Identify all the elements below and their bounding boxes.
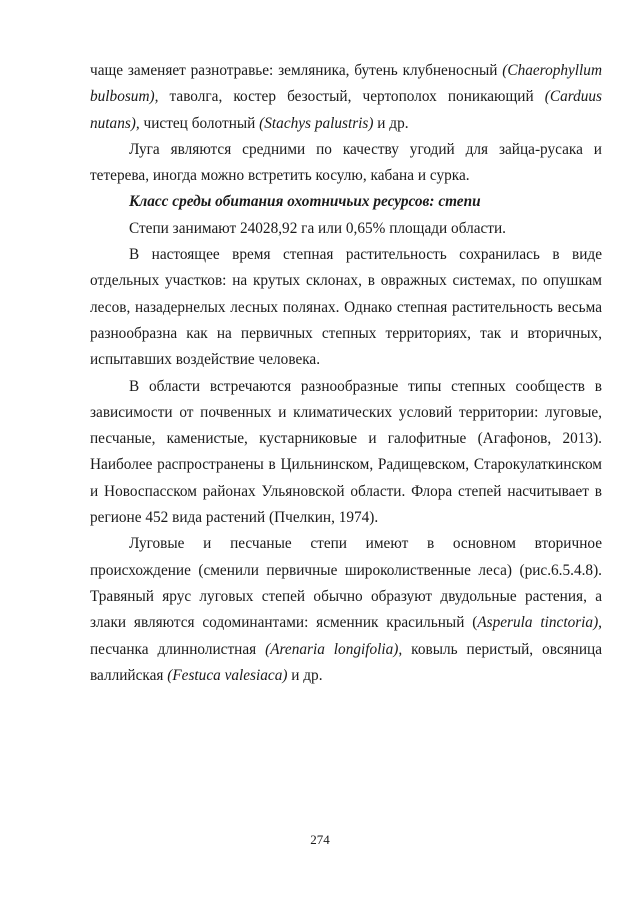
text-run: Степи занимают 24028,92 га или 0,65% площади области.: [129, 219, 507, 237]
paragraph-steppe-area: [90, 216, 602, 242]
paragraph-meadows-value: [90, 137, 602, 190]
italic-text-run: (Carduus nutans),: [90, 88, 602, 132]
text-run: и др.: [287, 666, 323, 684]
italic-text-run: (Festuca valesiaca): [167, 666, 288, 684]
page-number: 274: [310, 832, 330, 847]
text-run: Луга являются средними по качеству угодий для зайца-русака и тетерева, иногда можно встретить косулю, кабана и сурка.: [90, 140, 602, 185]
text-run: и др.: [373, 114, 409, 132]
text-run: Луговые и песчаные степи имеют в основном вторичное происхождение (сменили первичные широколиственные леса) (рис.6.5.4.8). Травяный ярус луговых степей обычно образуют двудольные растения, а злаки являются содоминантами: ясменник красильный (: [90, 535, 602, 632]
italic-text-run: Asperula tinctoria),: [477, 614, 602, 632]
italic-text-run: (Stachys palustris): [259, 114, 374, 132]
text-run: чистец болотный: [139, 114, 260, 132]
italic-text-run: (Chaerophyllum bulbosum),: [90, 62, 602, 106]
text-run: таволга, костер безостый, чертополох поникающий: [158, 88, 545, 106]
text-run: чаще заменяет разнотравье: земляника, бутень клубненосный: [90, 62, 503, 79]
document-page: [90, 58, 602, 689]
text-run: В настоящее время степная растительность сохранилась в виде отдельных участков: на крутых склонах, в овражных системах, по опушкам лесов, назадернелых лесных полянах. Однако степная растительность весьма разнообразна как на первичных степных территориях, так и вторичных, испытавших воздействие человека.: [90, 246, 602, 369]
paragraph-steppe-types: [90, 374, 602, 532]
section-heading-steppes: [90, 189, 602, 215]
paragraph-steppe-vegetation: [90, 242, 602, 373]
text-run: В области встречаются разнообразные типы степных сообществ в зависимости от почвенных и климатических условий территории: луговые, песчаные, каменистые, кустарниковые и галофитные (Агафонов, 2013). Наиболее распространены в Цильнинском, Радищевском, Старокулаткинском и Новоспасском районах Ульяновской области. Флора степей насчитывает в регионе 452 вида растений (Пчелкин, 1974).: [90, 377, 602, 527]
text-run: Класс среды обитания охотничьих ресурсов: степи: [129, 193, 481, 211]
paragraph-meadow-steppes: [90, 531, 602, 689]
italic-text-run: (Arenaria longifolia),: [265, 640, 403, 658]
text-run: ковыль перистый, овсяница валлийская: [90, 640, 602, 684]
paragraph-continuation: [90, 58, 602, 137]
text-run: песчанка длиннолистная: [90, 640, 266, 658]
